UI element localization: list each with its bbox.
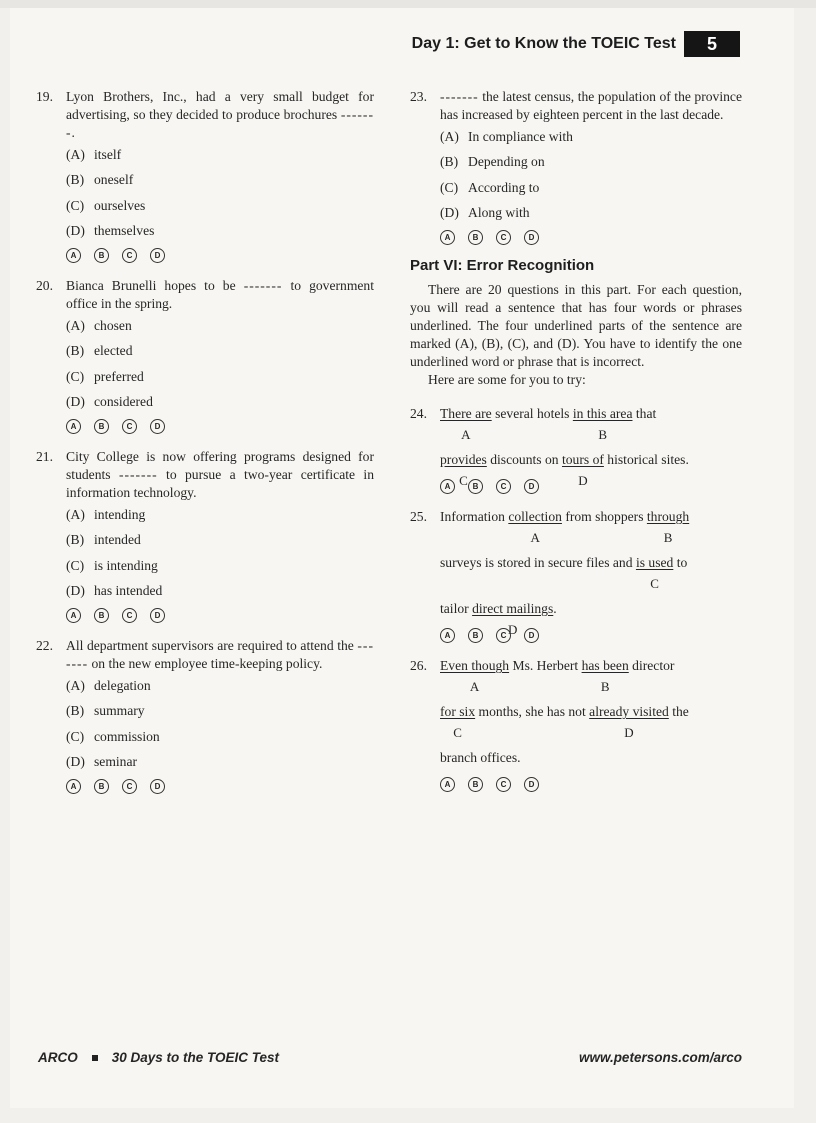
question-stem (36, 637, 374, 673)
left-column (36, 88, 374, 808)
question-number: 22. (36, 638, 53, 653)
stem-text-before: Bianca Brunelli hopes to be (66, 278, 244, 293)
sentence-text: from shoppers (561, 509, 647, 524)
error-question-body (410, 405, 742, 488)
answer-bubble-a[interactable]: A (440, 479, 455, 494)
sentence-text: branch offices. (440, 750, 521, 765)
answer-bubble-c[interactable]: C (496, 230, 511, 245)
question-stem (410, 88, 742, 124)
question-text (66, 277, 374, 313)
option-letter: (C) (66, 557, 85, 573)
option-text: delegation (94, 677, 151, 693)
answer-option (66, 193, 374, 219)
answer-marker-c: C (459, 473, 468, 488)
answer-bubble-d[interactable]: D (524, 777, 539, 792)
section-intro (410, 281, 742, 389)
answer-option (66, 528, 374, 554)
error-question-lines (440, 508, 742, 637)
section-title: Part VI: Error Recognition (410, 257, 595, 274)
blank-line: ------- (243, 278, 283, 293)
question-number: 21. (36, 449, 53, 464)
answer-marker-a: A (461, 427, 471, 442)
footer-brand: ARCO (38, 1050, 78, 1065)
line-gap (440, 574, 742, 600)
underlined-phrase: is used (635, 555, 674, 570)
option-text: oneself (94, 172, 134, 188)
blank-line: ------- (66, 638, 374, 671)
answer-option (66, 699, 374, 725)
answer-options (66, 502, 374, 604)
stem-text-after: on the new employee time-keeping policy. (88, 656, 323, 671)
answer-bubble-b[interactable]: B (94, 419, 109, 434)
answer-marker-d: D (507, 622, 518, 637)
running-header (412, 31, 740, 57)
error-questions (410, 405, 742, 792)
option-text: intending (94, 506, 146, 522)
answer-bubbles (440, 230, 742, 245)
sentence-text: to (673, 555, 688, 570)
option-letter: (D) (66, 583, 85, 599)
answer-bubble-d[interactable]: D (150, 419, 165, 434)
intro-try-line: Here are some for you to try: (428, 372, 586, 387)
question-stem (36, 448, 374, 502)
underlined-phrase: provides (440, 452, 487, 467)
answer-option (66, 724, 374, 750)
question-number: 19. (36, 89, 53, 104)
answer-option (440, 175, 742, 201)
line-gap (440, 723, 742, 749)
sentence-text: months, she has not (475, 704, 590, 719)
blank-line: ------- (118, 467, 158, 482)
option-letter: (C) (66, 197, 85, 213)
marked-segment (581, 658, 629, 694)
line-gap (440, 677, 742, 703)
blank-line: ------- (66, 107, 374, 140)
line-gap (440, 528, 742, 554)
question-stem (36, 277, 374, 313)
sentence-text: tailor (440, 601, 473, 616)
option-text: intended (94, 532, 141, 548)
answer-bubble-d[interactable]: D (150, 608, 165, 623)
option-letter: (A) (66, 146, 85, 162)
sentence-text: Ms. Herbert (509, 658, 582, 673)
underlined-phrase: for six (440, 704, 476, 719)
option-text: elected (94, 343, 133, 359)
sentence-text: several hotels (491, 406, 573, 421)
footer-separator-square (92, 1055, 98, 1061)
marked-segment (440, 452, 487, 488)
option-letter: (A) (66, 506, 85, 522)
underlined-phrase: already visited (589, 704, 669, 719)
sentence-text: discounts on (486, 452, 562, 467)
answer-bubble-b[interactable]: B (468, 628, 483, 643)
sentence-text: that (632, 406, 657, 421)
answer-bubble-c[interactable]: C (496, 777, 511, 792)
answer-bubbles (66, 608, 374, 623)
answer-bubble-d[interactable]: D (150, 779, 165, 794)
marked-segment (589, 704, 669, 740)
answer-bubble-c[interactable]: C (496, 479, 511, 494)
underlined-phrase: tours of (561, 452, 604, 467)
answer-option (66, 579, 374, 605)
option-text: themselves (94, 223, 155, 239)
underlined-phrase: collection (508, 509, 562, 524)
answer-bubble-b[interactable]: B (468, 230, 483, 245)
option-text: Along with (468, 205, 530, 221)
answer-bubble-a[interactable]: A (440, 230, 455, 245)
question (410, 88, 742, 245)
sentence-line (440, 703, 742, 740)
underlined-phrase: through (646, 509, 690, 524)
intro-paragraph: There are 20 questions in this part. For each question, you will read a sentence that has four words or phrases underlined. The four underlined parts of the sentence are marked (A), (B), (C), and (D). You have to identify the one underlined word or phrase that is incorrect. (410, 282, 742, 369)
question-stem (36, 88, 374, 142)
line-gap (440, 425, 742, 451)
answer-options (440, 124, 742, 226)
answer-marker-a: A (469, 679, 480, 694)
marked-segment (508, 509, 562, 545)
answer-bubble-c[interactable]: C (122, 608, 137, 623)
sentence-line (440, 405, 742, 442)
sentence-text: the (668, 704, 689, 719)
answer-bubble-b[interactable]: B (94, 248, 109, 263)
underlined-phrase: in this area (572, 406, 633, 421)
answer-options (66, 313, 374, 415)
question-number: 24. (410, 406, 427, 421)
option-letter: (C) (66, 368, 85, 384)
option-letter: (B) (66, 532, 85, 548)
answer-bubble-c[interactable]: C (122, 779, 137, 794)
answer-option (440, 124, 742, 150)
answer-option (66, 142, 374, 168)
answer-option (66, 673, 374, 699)
marked-segment (440, 704, 476, 740)
answer-marker-c: C (453, 725, 462, 740)
marked-segment (561, 452, 604, 488)
sentence-line (440, 749, 742, 769)
sentence-text: . (553, 601, 557, 616)
answer-bubble-c[interactable]: C (122, 248, 137, 263)
marked-segment (635, 555, 674, 591)
option-letter: (B) (440, 154, 459, 170)
answer-options (66, 142, 374, 244)
answer-bubbles (66, 248, 374, 263)
answer-option (66, 364, 374, 390)
answer-bubbles (66, 419, 374, 434)
answer-marker-a: A (530, 530, 540, 545)
option-text: preferred (94, 368, 144, 384)
error-question-24 (410, 405, 742, 494)
error-question-body (410, 508, 742, 637)
option-text: commission (94, 728, 160, 744)
sentence-text: historical sites. (603, 452, 689, 467)
question-number: 20. (36, 278, 53, 293)
question-text (66, 448, 374, 502)
page-number: 5 (684, 31, 740, 57)
answer-bubble-d[interactable]: D (524, 479, 539, 494)
answer-bubble-a[interactable]: A (66, 608, 81, 623)
sentence-line (440, 657, 742, 694)
stem-text-before: All department supervisors are required to attend the (66, 638, 358, 653)
question (36, 277, 374, 434)
answer-marker-b: B (663, 530, 673, 545)
footer-url: www.petersons.com/arco (578, 1050, 742, 1065)
answer-option (66, 502, 374, 528)
answer-bubble-b[interactable]: B (468, 777, 483, 792)
marked-segment (572, 406, 633, 442)
question-text (66, 88, 374, 142)
option-letter: (A) (66, 677, 85, 693)
answer-bubble-b[interactable]: B (94, 779, 109, 794)
question-text (440, 88, 742, 124)
marked-segment (472, 601, 554, 637)
sentence-text: Information (440, 509, 509, 524)
question-number: 25. (410, 509, 427, 524)
sentence-line (440, 554, 742, 591)
answer-bubble-a[interactable]: A (66, 248, 81, 263)
answer-bubble-c[interactable]: C (122, 419, 137, 434)
option-text: itself (94, 146, 122, 162)
question-23 (410, 88, 742, 245)
answer-marker-b: B (600, 679, 610, 694)
answer-bubble-a[interactable]: A (440, 777, 455, 792)
answer-marker-b: B (598, 427, 608, 442)
answer-option (66, 750, 374, 776)
answer-bubbles (440, 628, 742, 643)
answer-option (66, 168, 374, 194)
question (36, 448, 374, 623)
question (36, 88, 374, 263)
error-question-25 (410, 508, 742, 643)
marked-segment (440, 658, 510, 694)
answer-option (66, 313, 374, 339)
question-text (66, 637, 374, 673)
option-text: In compliance with (468, 128, 573, 144)
question-number: 26. (410, 658, 427, 673)
sentence-line (440, 451, 742, 488)
answer-bubbles (440, 777, 742, 792)
answer-option (66, 339, 374, 365)
answer-option (66, 390, 374, 416)
answer-bubble-a[interactable]: A (66, 419, 81, 434)
answer-option (66, 553, 374, 579)
underlined-phrase: direct mailings (472, 601, 554, 616)
question (36, 637, 374, 794)
option-text: is intending (94, 557, 158, 573)
scan-top-strip (0, 0, 816, 8)
sentence-line (440, 508, 742, 545)
option-letter: (D) (440, 205, 459, 221)
option-letter: (B) (66, 172, 85, 188)
error-question-26 (410, 657, 742, 792)
option-letter: (B) (66, 703, 85, 719)
error-question-body (410, 657, 742, 769)
answer-option (440, 201, 742, 227)
option-letter: (C) (440, 179, 459, 195)
answer-bubble-d[interactable]: D (150, 248, 165, 263)
option-text: considered (94, 394, 153, 410)
option-text: ourselves (94, 197, 146, 213)
answer-option (440, 150, 742, 176)
underlined-phrase: Even though (440, 658, 510, 673)
answer-bubble-b[interactable]: B (94, 608, 109, 623)
option-letter: (D) (66, 394, 85, 410)
sentence-text: director (628, 658, 675, 673)
marked-segment (440, 406, 492, 442)
stem-text-after: to government office in the spring. (66, 278, 374, 311)
option-text: has intended (94, 583, 163, 599)
answer-bubble-d[interactable]: D (524, 628, 539, 643)
error-question-lines (440, 405, 742, 488)
answer-options (66, 673, 374, 775)
stem-text-after: to pursue a two-year certificate in information technology. (66, 467, 374, 500)
answer-bubble-c[interactable]: C (496, 628, 511, 643)
answer-marker-c: C (650, 576, 659, 591)
header-title: Day 1: Get to Know the TOEIC Test (411, 35, 676, 52)
footer-book-title: 30 Days to the TOEIC Test (111, 1050, 280, 1065)
option-letter: (B) (66, 343, 85, 359)
stem-text-after: . (71, 125, 75, 140)
answer-bubble-b[interactable]: B (468, 479, 483, 494)
stem-text-before: City College is now offering programs designed for students (66, 449, 374, 482)
answer-bubble-d[interactable]: D (524, 230, 539, 245)
right-column (410, 88, 742, 806)
answer-bubble-a[interactable]: A (440, 628, 455, 643)
answer-bubbles (66, 779, 374, 794)
option-letter: (C) (66, 728, 85, 744)
option-letter: (A) (440, 128, 459, 144)
option-letter: (D) (66, 754, 85, 770)
stem-text-before: Lyon Brothers, Inc., had a very small budget for advertising, so they decided to produce brochures (66, 89, 374, 122)
option-letter: (D) (66, 223, 85, 239)
answer-bubbles (440, 479, 742, 494)
answer-marker-d: D (578, 473, 588, 488)
option-text: seminar (94, 754, 138, 770)
answer-marker-d: D (624, 725, 634, 740)
error-question-lines (440, 657, 742, 769)
option-letter: (A) (66, 317, 85, 333)
option-text: chosen (94, 317, 132, 333)
option-text: summary (94, 703, 145, 719)
option-text: Depending on (468, 154, 545, 170)
footer (38, 1050, 742, 1065)
answer-bubble-a[interactable]: A (66, 779, 81, 794)
answer-option (66, 219, 374, 245)
option-text: According to (468, 179, 540, 195)
stem-text-after: the latest census, the population of the province has increased by eighteen percent in the last decade. (440, 89, 742, 122)
blank-line: ------- (440, 89, 479, 104)
marked-segment (646, 509, 690, 545)
sentence-line (440, 600, 742, 637)
sentence-text: surveys is stored in secure files and (440, 555, 636, 570)
underlined-phrase: There are (440, 406, 492, 421)
question-number: 23. (410, 89, 427, 104)
underlined-phrase: has been (581, 658, 629, 673)
